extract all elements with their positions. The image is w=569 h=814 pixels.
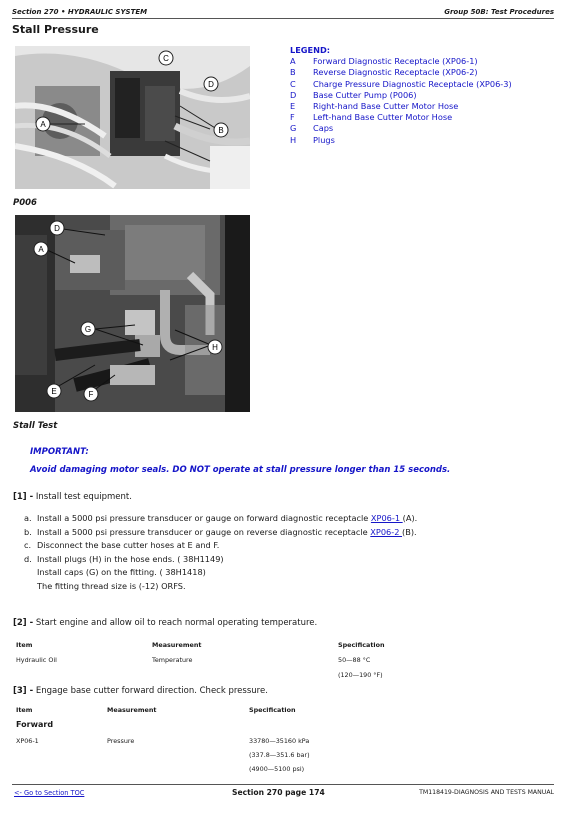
- callout-h: [208, 340, 222, 354]
- callout-g: [81, 322, 95, 336]
- list-item: a. Install a 5000 psi pressure transducer or gauge on forward diagnostic receptacle XP06-1 (A).: [24, 513, 418, 523]
- list-item: c. Disconnect the base cutter hoses at E and F.: [24, 540, 220, 550]
- table-group-label: Forward: [16, 720, 54, 729]
- header-section: Section 270 • HYDRAULIC SYSTEM: [12, 8, 148, 16]
- callout-c: [159, 51, 173, 65]
- legend-item: F Left-hand Base Cutter Motor Hose: [290, 112, 453, 123]
- go-to-toc-link[interactable]: <- Go to Section TOC: [14, 789, 85, 797]
- footer-manual: TM118419-DIAGNOSIS AND TESTS MANUAL: [419, 789, 554, 796]
- callout-a: [34, 242, 48, 256]
- callout-f: [84, 387, 98, 401]
- photo-label-p006: P006: [13, 198, 37, 208]
- important-text: Avoid damaging motor seals. DO NOT operate at stall pressure longer than 15 seconds.: [30, 465, 451, 475]
- table-cell: 50—88 °C: [338, 656, 371, 664]
- table-cell: (4900—5100 psi): [249, 765, 305, 773]
- header-divider: [12, 18, 554, 19]
- svg-text:E: E: [51, 387, 57, 396]
- callout-a: [36, 117, 50, 131]
- step-3-table: [16, 706, 416, 776]
- callout-e: [47, 384, 61, 398]
- svg-text:A: A: [38, 245, 44, 254]
- svg-text:H: H: [212, 343, 218, 352]
- callout-b: [214, 123, 228, 137]
- step-1-list: [24, 512, 417, 593]
- svg-text:C: C: [163, 54, 169, 63]
- svg-text:D: D: [54, 224, 60, 233]
- legend-item: G Caps: [290, 123, 334, 134]
- footer-toc: [14, 789, 84, 797]
- table-cell: Temperature: [152, 656, 193, 664]
- page-header: [12, 8, 554, 16]
- table-cell: (337.8—351.6 bar): [249, 751, 310, 759]
- table-header: Measurement: [152, 641, 202, 649]
- legend: [290, 45, 512, 146]
- step-2: [2] - Start engine and allow oil to reach normal operating temperature.: [13, 618, 318, 628]
- table-cell: 33780—35160 kPa: [249, 737, 310, 745]
- list-item-continuation: Install caps (G) on the fitting. ( 38H1418): [37, 567, 206, 577]
- svg-text:F: F: [88, 390, 94, 399]
- legend-item: C Charge Pressure Diagnostic Receptacle (XP06-3): [290, 78, 512, 89]
- svg-text:D: D: [208, 80, 214, 89]
- footer-divider: [12, 784, 554, 785]
- photo-diagnostic-receptacles: [15, 46, 250, 189]
- table-header: Item: [16, 706, 33, 714]
- list-item: d. Install plugs (H) in the hose ends. ( 38H1149): [24, 553, 224, 564]
- table-cell: Hydraulic Oil: [16, 656, 57, 664]
- xp06-2-link[interactable]: XP06-2: [370, 526, 403, 537]
- step-2-table: [16, 641, 416, 681]
- table-header: Specification: [249, 706, 296, 714]
- xp06-1-link[interactable]: XP06-1: [370, 513, 403, 523]
- photo-base-cutter-pump: [15, 215, 250, 412]
- table-cell: XP06-1: [16, 737, 39, 745]
- svg-text:A: A: [40, 120, 46, 129]
- header-group: Group 50B: Test Procedures: [444, 8, 554, 16]
- legend-item: D Base Cutter Pump (P006): [290, 89, 417, 100]
- legend-item: E Right-hand Base Cutter Motor Hose: [290, 101, 459, 112]
- svg-text:G: G: [84, 325, 92, 334]
- legend-item: B Reverse Diagnostic Receptacle (XP06-2): [290, 67, 478, 78]
- legend-item: H Plugs: [290, 134, 335, 145]
- table-header: Item: [16, 641, 33, 649]
- step-3: [3] - Engage base cutter forward direction. Check pressure.: [13, 686, 268, 696]
- table-header: Measurement: [107, 706, 157, 714]
- table-cell: Pressure: [107, 737, 135, 745]
- legend-item: A Forward Diagnostic Receptacle (XP06-1): [290, 56, 478, 67]
- list-item-continuation: The fitting thread size is (-12) ORFS.: [37, 580, 186, 591]
- callout-d: [50, 221, 64, 235]
- footer-page-number: Section 270 page 174: [232, 788, 325, 797]
- step-1: [1] - Install test equipment.: [13, 492, 132, 502]
- list-item: b. Install a 5000 psi pressure transducer or gauge on reverse diagnostic receptacle XP06-2 (B).: [24, 526, 417, 537]
- page-title: Stall Pressure: [12, 23, 99, 36]
- important-title: IMPORTANT:: [30, 447, 89, 457]
- stall-test-heading: Stall Test: [13, 421, 58, 431]
- table-cell: (120—190 °F): [338, 671, 383, 679]
- legend-title: LEGEND:: [290, 45, 331, 55]
- table-header: Specification: [338, 641, 385, 649]
- svg-text:B: B: [218, 126, 224, 135]
- callout-d: [204, 77, 218, 91]
